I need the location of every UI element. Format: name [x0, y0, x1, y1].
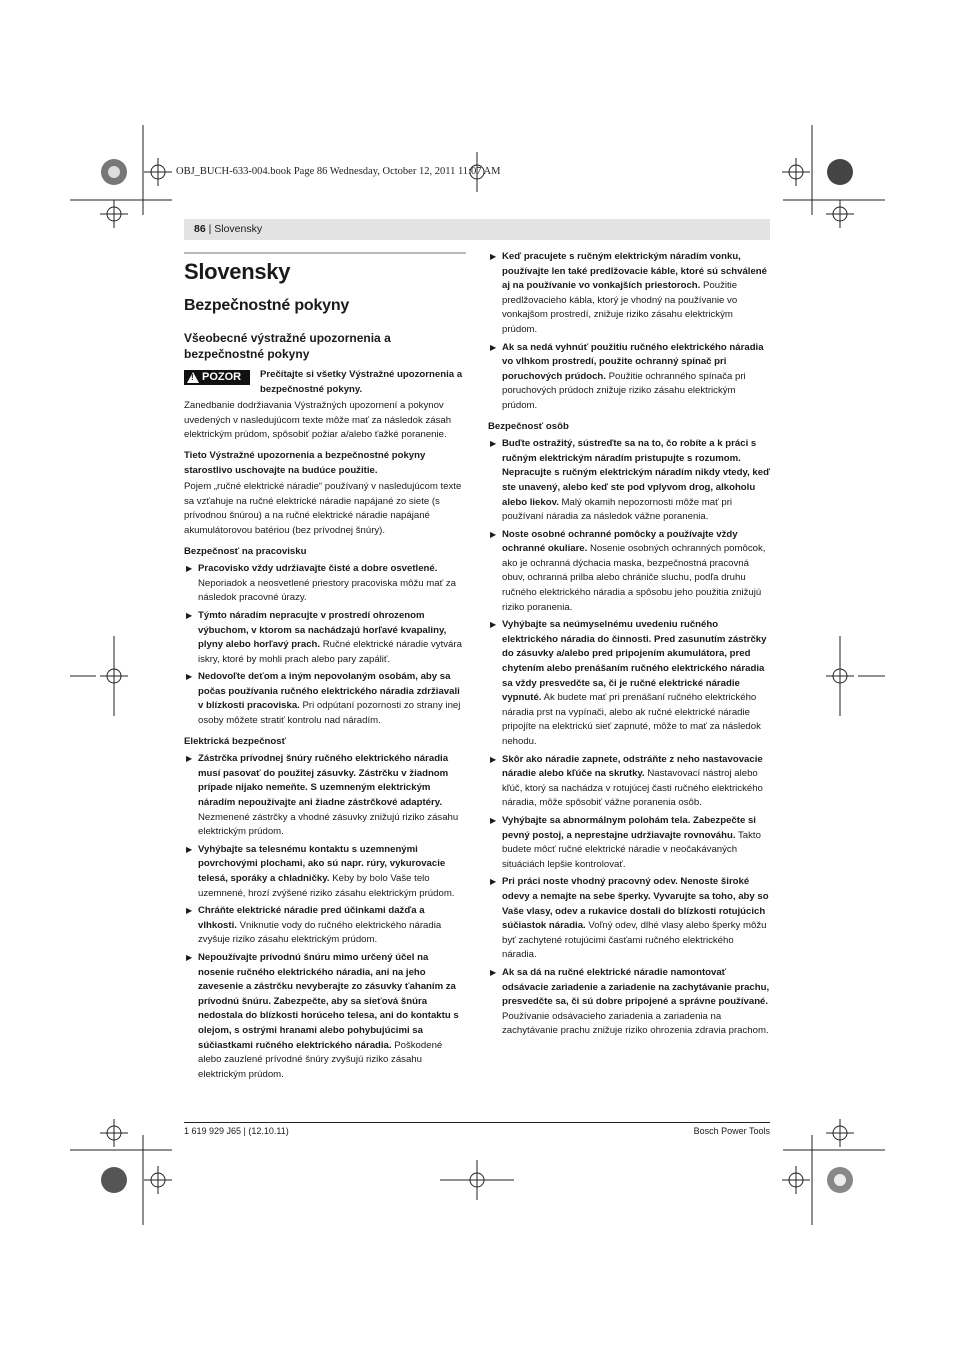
list-item — [184, 752, 466, 840]
item-bold: Chráňte elektrické náradie pred účinkami dažďa a vlhkosti. — [198, 905, 425, 931]
item-text: Ručné elektrické náradie vytvára iskry, ktoré by mohli prach alebo pary zapáliť. — [198, 639, 462, 665]
right-column — [488, 250, 770, 1039]
list-item — [488, 528, 770, 616]
page-number: 86 — [194, 223, 206, 235]
list-item — [488, 814, 770, 872]
list-item — [488, 966, 770, 1039]
bullet-arrow-icon: ▶ — [490, 529, 497, 539]
bullet-arrow-icon: ▶ — [186, 610, 193, 620]
item-bold: Pri práci noste vhodný pracovný odev. Nenoste široké odevy a nemajte na sebe šperky. Vyvarujte sa toho, aby so Vaše vlasy, odev a rukavice dostali do blízkosti rotujúcich súčiastok náradia. — [502, 876, 769, 932]
item-bold: Nepoužívajte prívodnú šnúru mimo určený účel na nosenie ručného elektrického náradia, ani na jeho zavesenie a zástrčku nevyberajte zo zásuvky ťahaním za prívodnú šnúru. Zabezpečte, aby sa sieťová šnúra nedostala do blízkosti horúceho telesa, ani do kontaktu s olejom, s ostrými hranami alebo pohybujúcimi sa súčiastkami ručného elektrického náradia. — [198, 951, 459, 1051]
item-text: Voľný odev, dlhé vlasy alebo šperky môžu byť zachytené rotujúcimi časťami ručného elektrického náradia. — [502, 920, 767, 961]
bullet-arrow-icon: ▶ — [186, 906, 193, 916]
item-text: Vniknutie vody do ručného elektrického náradia zvyšuje riziko zásahu elektrickým prúdom. — [198, 919, 442, 946]
item-text: Malý okamih nepozornosti môže mať pri používaní náradia za následok vážne poranenia. — [502, 496, 733, 523]
bullet-arrow-icon: ▶ — [490, 967, 497, 977]
list-item — [184, 951, 466, 1082]
list-item — [184, 843, 466, 901]
list-item — [184, 562, 466, 606]
bullet-arrow-icon: ▶ — [490, 439, 497, 449]
warning-triangle-icon — [187, 372, 199, 383]
bullet-arrow-icon: ▶ — [490, 342, 497, 352]
list-item — [488, 875, 770, 963]
item-text: Pri odpútaní pozornosti zo strany inej osoby môžete stratiť kontrolu nad náradím. — [198, 700, 461, 727]
warning-badge — [184, 370, 250, 385]
bullet-arrow-icon: ▶ — [490, 815, 497, 825]
item-bold: Ak sa dá na ručné elektrické náradie namontovať odsávacie zariadenie a zariadenie na zachytávanie prachu, presvedčte sa, či sú dobre pripojené a správne používané. — [502, 966, 770, 1008]
title-rule — [184, 252, 466, 254]
item-text: Používanie odsávacieho zariadenia a zariadenia na zachytávanie prachu znižuje riziko ohrozenia zdravia prachom. — [502, 1010, 769, 1037]
item-text: Nezmenené zástrčky a vhodné zásuvky znižujú riziko zásahu elektrickým prúdom. — [198, 811, 459, 838]
item-text: Nosenie osobných ochranných pomôcok, ako je ochranná dýchacia maska, bezpečnostná pracovná obuv, ochranná prilba alebo chrániče sluchu, podľa druhu ručného elektrického náradia a spôsobu jeho použitia znižujú riziko poranenia. — [502, 543, 766, 613]
print-slug: OBJ_BUCH-633-004.book Page 86 Wednesday, October 12, 2011 11:07 AM — [176, 166, 501, 177]
item-bold: Ak sa nedá vyhnúť použitiu ručného elektrického náradia vo vlhkom prostredí, použite ochranný spínač pri poruchových prúdoch. — [502, 341, 764, 382]
list-item — [488, 437, 770, 525]
keep-note: Tieto Výstražné upozornenia a bezpečnostné pokyny starostlivo uschovajte na budúce použitie. — [184, 449, 426, 476]
bullet-arrow-icon: ▶ — [490, 252, 497, 261]
list-item — [488, 618, 770, 749]
warning-block — [184, 368, 466, 397]
bullet-arrow-icon: ▶ — [490, 620, 497, 630]
item-bold: Vyhýbajte sa telesnému kontaktu s uzemnenými povrchovými plochami, ako sú napr. rúry, vykurovacie telesá, sporáky a chladničky. — [198, 843, 446, 884]
personal-heading: Bezpečnosť osôb — [488, 420, 569, 432]
item-text: Ak budete mať pri prenášaní ručného elektrického náradia prst na vypínači, alebo ak ručné elektrické náradie pripojíte na elektrickú sieť zapnuté, môže to mať za následok nehodu. — [502, 692, 761, 747]
list-item — [184, 670, 466, 728]
item-bold: Pracovisko vždy udržiavajte čisté a dobre osvetlené. — [198, 563, 438, 575]
item-text: Použitie predlžovacieho kábla, ktorý je vhodný na používanie vo vonkajšom prostredí, znižuje riziko zásahu elektrickým prúdom. — [502, 280, 738, 335]
item-bold: Buďte ostražitý, sústreďte sa na to, čo robíte a k práci s ručným elektrickým náradím pristupujte s rozumom. Nepracujte s ručným elektrickým náradím nikdy vtedy, keď ste unavený, alebo keď ste pod vplyvom drog, alkoholu alebo liekov. — [502, 438, 770, 508]
subsection-title: Všeobecné výstražné upozornenia a bezpečnostné pokyny — [184, 331, 391, 361]
workplace-heading: Bezpečnosť na pracovisku — [184, 545, 307, 557]
list-item — [184, 609, 466, 667]
header-text — [194, 223, 262, 235]
list-item — [488, 753, 770, 811]
list-item — [488, 250, 770, 338]
item-text: Nastavovací nástroj alebo kľúč, ktorý sa nachádza v rotujúcej časti ručného elektrického náradia, môže spôsobiť vážne poranenia osôb. — [502, 768, 763, 809]
list-item — [488, 341, 770, 414]
bullet-arrow-icon: ▶ — [186, 672, 193, 682]
item-text: Neporiadok a neosvetlené priestory pracoviska môžu mať za následok pracovné úrazy. — [198, 577, 456, 604]
definition-paragraph: Pojem „ručné elektrické náradie“ používaný v nasledujúcom texte sa vzťahuje na ručné elektrické náradie napájané zo siete (s prívodnou šnúrou) a na ručné elektrické náradie napájané akumulátorovou batériou (bez prívodnej šnúry). — [184, 481, 462, 536]
item-bold: Zástrčka prívodnej šnúry ručného elektrického náradia musí pasovať do použitej zásuvky. Zástrčku v žiadnom prípade nijako nemeňte. S uzemneným elektrickým náradím nepoužívajte ani žiadne zástrčkové adaptéry. — [198, 753, 449, 809]
bullet-arrow-icon: ▶ — [186, 754, 193, 764]
footer-brand: Bosch Power Tools — [693, 1126, 770, 1136]
item-bold: Týmto náradím nepracujte v prostredí ohrozenom výbuchom, v ktorom sa nachádzajú horľavé kvapaliny, plyny alebo horľavý prach. — [198, 609, 447, 651]
item-bold: Skôr ako náradie zapnete, odstráňte z neho nastavovacie náradie alebo kľúče na skrutky. — [502, 753, 763, 780]
electrical-heading: Elektrická bezpečnosť — [184, 735, 287, 747]
page-header — [184, 219, 770, 240]
item-bold: Nedovoľte deťom a iným nepovolaným osobám, aby sa počas používania ručného elektrického náradia zdržiavali v blízkosti pracoviska. — [198, 671, 460, 712]
item-bold: Noste osobné ochranné pomôcky a používajte vždy ochranné okuliare. — [502, 528, 738, 555]
warning-label: POZOR — [202, 371, 242, 383]
section-title: Bezpečnostné pokyny — [184, 297, 350, 314]
bullet-arrow-icon: ▶ — [490, 754, 497, 764]
footer-rule — [184, 1122, 770, 1123]
warning-heading: Prečítajte si všetky Výstražné upozornenia a bezpečnostné pokyny. — [260, 369, 463, 395]
bullet-arrow-icon: ▶ — [490, 877, 497, 887]
item-text: Poškodené alebo zauzlené prívodné šnúry zvyšujú riziko zásahu elektrickým prúdom. — [198, 1039, 443, 1080]
bullet-arrow-icon: ▶ — [186, 952, 193, 962]
item-text: Použitie ochranného spínača pri poruchových prúdoch znižuje riziko zásahu elektrickým prúdom. — [502, 370, 746, 411]
bullet-arrow-icon: ▶ — [186, 564, 193, 574]
item-bold: Vyhýbajte sa abnormálnym polohám tela. Zabezpečte si pevný postoj, a neprestajne udržiavajte rovnováhu. — [502, 814, 756, 841]
language-title: Slovensky — [184, 259, 291, 284]
header-separator: | — [205, 223, 215, 235]
warning-body: Zanedbanie dodržiavania Výstražných upozornení a pokynov uvedených v nasledujúcom texte môže mať za následok zásah elektrickým prúdom, spôsobiť požiar a/alebo ťažké poranenie. — [184, 400, 452, 441]
item-bold: Vyhýbajte sa neúmyselnému uvedeniu ručného elektrického náradia do činnosti. Pred zasunutím zástrčky do zásuvky a/alebo pred pripojením akumulátora, pred chytením alebo prenášaním ručného elektrického náradia sa vždy presvedčte sa, či je ručné elektrické náradie vypnuté. — [502, 619, 767, 704]
item-text: Takto budete môcť ručné elektrické náradie v neočakávaných situáciách lepšie kontrolovať. — [502, 829, 761, 870]
item-bold: Keď pracujete s ručným elektrickým náradím vonku, používajte len také predlžovacie káble, ktoré sú schválené aj na používanie vo vonkajších priestoroch. — [502, 251, 768, 292]
left-column — [184, 250, 466, 1082]
bullet-arrow-icon: ▶ — [186, 844, 193, 854]
footer-doc-number: 1 619 929 J65 | (12.10.11) — [184, 1126, 289, 1136]
item-text: Keby by bolo Vaše telo uzemnené, hrozí zvýšené riziko zásahu elektrickým prúdom. — [198, 873, 455, 899]
header-language: Slovensky — [214, 223, 263, 235]
list-item — [184, 904, 466, 948]
